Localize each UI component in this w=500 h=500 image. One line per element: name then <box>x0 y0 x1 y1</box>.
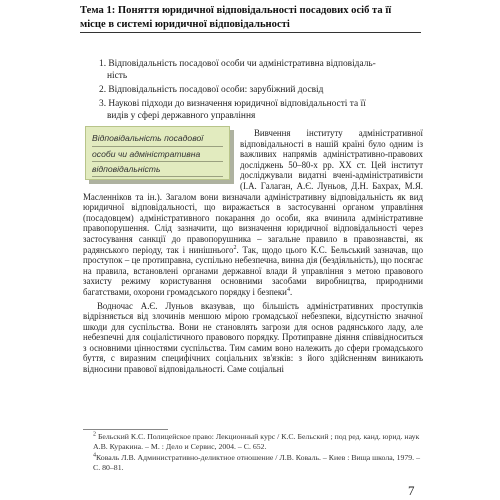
plan-item-2 <box>99 84 417 96</box>
plan-item-number: 2. <box>99 85 107 95</box>
sidenote-rule <box>92 146 223 147</box>
sidenote-box <box>85 126 230 180</box>
lecture-plan <box>99 58 417 124</box>
heading-divider <box>80 32 421 33</box>
sidenote-line-1: Відповідальність посадової <box>92 133 204 143</box>
footnote-text: Коваль Л.В. Административно-деликтное отношение / Л.В. Коваль. – Киев : Вища школа, 1979. – С. 80–81. <box>93 453 420 472</box>
footnotes <box>83 432 423 474</box>
footnote-marker: 4 <box>93 452 96 459</box>
paragraph-1-text-cont: . Так, щодо цього К.С. Бельський зазначав, що проступок – це протиправна, суспільно небезпечна, винна дія (бездіяльність), що посягає на правила, встановлені органами державної влади й управління з метою правового захисту режиму користування основними засобами виробництва, природними багатствами, охорони громадського порядку і безпеки <box>83 244 424 297</box>
footnote-marker: 2 <box>93 431 96 438</box>
sidenote-line-3: відповідальність <box>92 164 161 174</box>
footnote-4 <box>83 453 423 473</box>
plan-item-text: Відповідальність посадової особи чи адміністративна відповідаль- <box>108 59 376 69</box>
sidenote-line-2: особи чи адміністративна <box>92 148 201 159</box>
paragraph-1-text: Вивчення інституту адміністративної відповідальності в нашій країні було одним із важливих напрямів адміністративно-правових досліджень 50–80-х рр. XX ст. Цей інститут досліджували видатні вчені-адміністративісти (І.А. Галаган, А.Є. Луньов, Д.Н. Бахрах, М.Я. Масленніков та ін.). Загалом вони визначали адміністративну відповідальність як вид юридичної відповідальності, що виражається в застосуванні органом управління (посадовцем) адміністративного покарання до особи, яка вчинила адміністративне правопорушення. Слід зазначити, що визначення юридичної відповідальності через застосування санкції до правопорушника – загальне правило в правознавстві, як радянського періоду, так і нинішнього <box>83 128 423 255</box>
footnote-divider <box>83 429 168 430</box>
plan-item-1 <box>99 58 417 82</box>
paragraph-1-text-end: . <box>289 286 293 297</box>
page-number: 7 <box>408 483 415 498</box>
topic-heading-line-1: Тема 1: Поняття юридичної відповідальності посадових осіб та її <box>80 5 392 16</box>
sidenote-rule <box>92 176 223 177</box>
plan-item-number: 1. <box>99 59 107 69</box>
plan-item-text: Відповідальність посадової особи: зарубіжний досвід <box>108 85 324 95</box>
topic-heading <box>80 4 420 31</box>
plan-item-text-continued: видів у сфері державного управління <box>107 111 256 121</box>
plan-item-text-continued: ність <box>107 71 128 81</box>
plan-item-text: Наукові підходи до визначення юридичної відповідальності та її <box>108 99 366 109</box>
footnote-ref-2: 2 <box>233 244 237 251</box>
paragraph-2: Водночас А.Є. Луньов вказував, що більшість адміністративних проступків відрізняється від злочинів меншою мірою громадської небезпеки, відсутністю значної шкоди для суспільства. Вони не становлять загрози для основ радянського ладу, але небезпечні для соціалістичного правового порядку. Протиправне діяння співвідноситься з основними цінностями суспільства. Тим самим воно належить до сфери громадського буття, с виразним специфічних соціальних зв'язків: з його здійсненням виникають відносини правової відповідальності. Саме соціальні <box>83 300 423 375</box>
topic-heading-line-2: місце в системі юридичної відповідальності <box>80 18 290 30</box>
plan-item-number: 3. <box>99 99 107 109</box>
footnote-text: Бельский К.С. Полицейское право: Лекционный курс / К.С. Бельский ; под ред. канд. юрид. наук А.В. Куракина. – М. : Дело и Сервис, 2004. – С. 652. <box>93 432 420 451</box>
plan-item-3 <box>99 98 417 122</box>
footnote-2 <box>83 432 423 452</box>
sidenote-rule <box>92 161 223 162</box>
footnote-ref-4: 4 <box>286 286 290 293</box>
